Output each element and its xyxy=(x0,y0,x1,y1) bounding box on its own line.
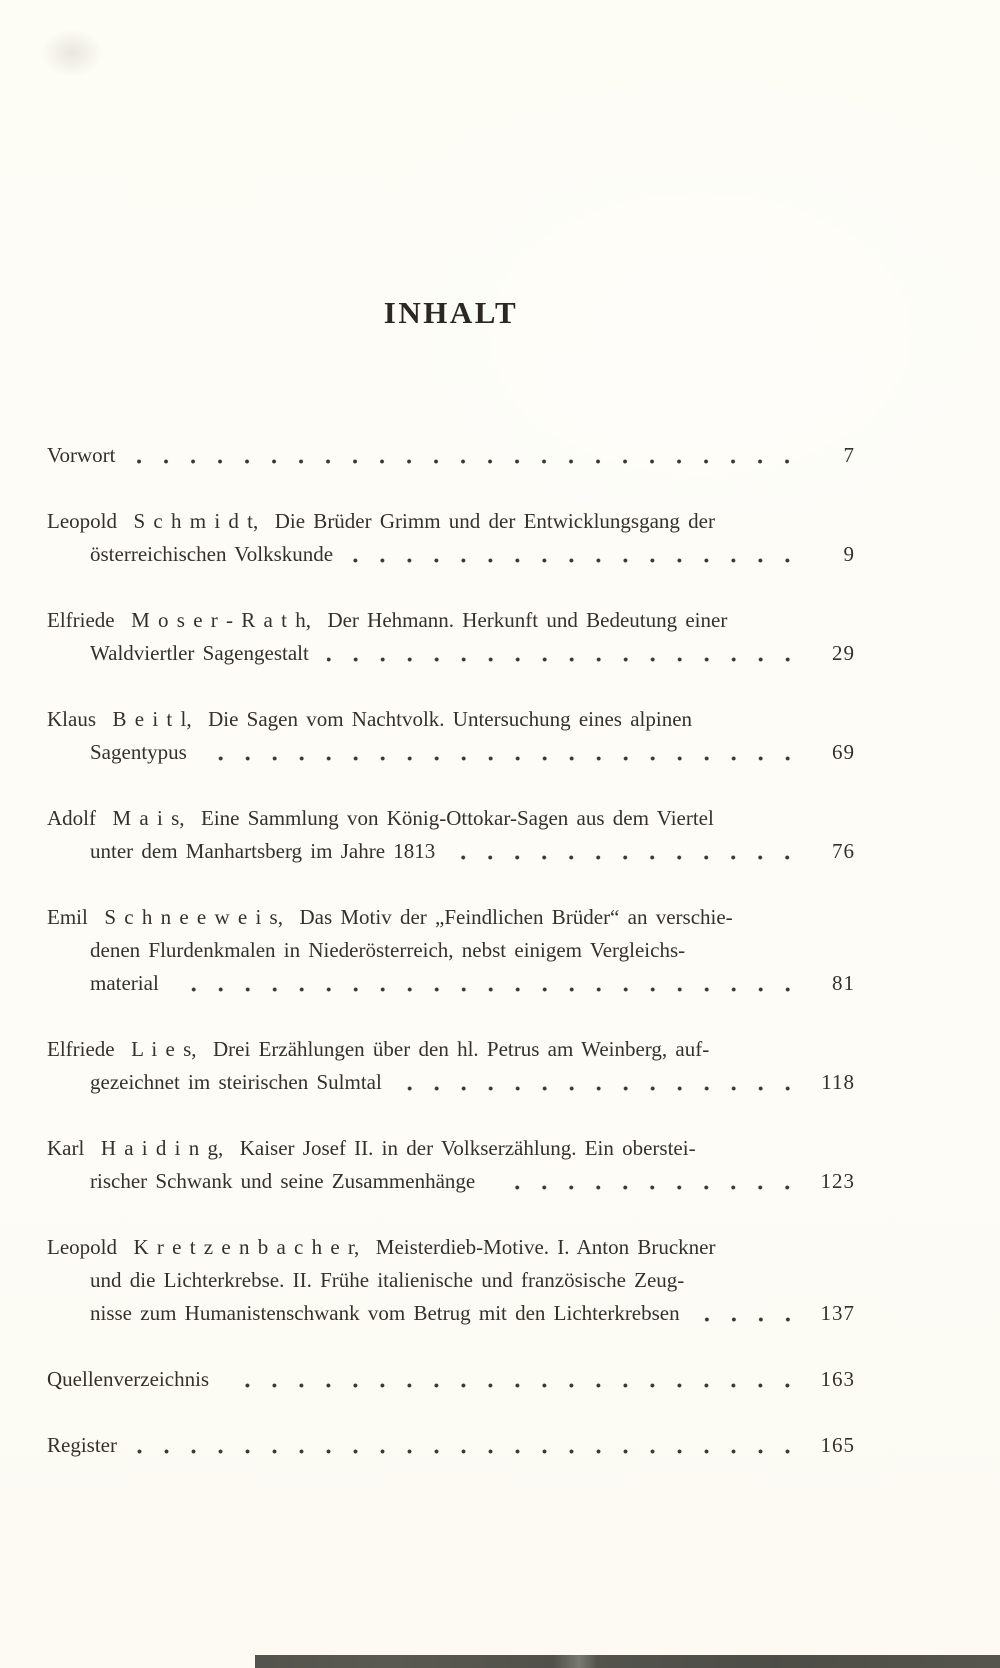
toc-entry-line xyxy=(47,1363,855,1396)
scan-edge-artifact xyxy=(255,1655,1000,1668)
dot-leader xyxy=(135,1445,801,1458)
toc-entry-text: unter dem Manhartsberg im Jahre 1813 xyxy=(90,839,436,863)
toc-entry-line xyxy=(47,604,855,637)
page-number: 118 xyxy=(821,1070,855,1094)
toc-entry-text: österreichischen Volkskunde xyxy=(90,542,334,566)
toc-entry-text: rischer Schwank und seine Zusammenhänge xyxy=(90,1169,476,1193)
page-number: 9 xyxy=(843,542,855,566)
toc-entry-line xyxy=(47,1297,855,1330)
toc-entry-line xyxy=(47,934,855,967)
dot-leader xyxy=(493,1181,801,1194)
toc-entry-line xyxy=(47,736,855,769)
toc-entry xyxy=(47,703,855,769)
toc-entry-text: Waldviertler Sagengestalt xyxy=(90,641,309,665)
toc-entry-line xyxy=(47,439,855,472)
scan-smudge xyxy=(40,28,104,78)
toc-entry-text: denen Flurdenkmalen in Niederösterreich, nebst einigem Vergleichs- xyxy=(90,938,686,962)
page-number: 165 xyxy=(820,1433,855,1457)
dot-leader xyxy=(133,455,801,468)
toc-entry-text: Emil S c h n e e w e i s, Das Motiv der „Feindlichen Brüder“ an verschie- xyxy=(47,905,733,929)
dot-leader xyxy=(227,1379,801,1392)
toc-entry-text: gezeichnet im steirischen Sulmtal xyxy=(90,1070,382,1094)
page-number: 163 xyxy=(820,1367,855,1391)
toc-entry-text: nisse zum Humanistenschwank vom Betrug mit den Lichterkrebsen xyxy=(90,1301,680,1325)
page-number: 29 xyxy=(832,641,855,665)
toc-entry xyxy=(47,439,855,472)
toc-entry-line xyxy=(47,538,855,571)
toc-entry-text: Vorwort xyxy=(47,443,116,467)
toc-entry-line xyxy=(47,1066,855,1099)
toc-entry-line xyxy=(47,505,855,538)
toc-entry-line xyxy=(47,802,855,835)
toc-entry-text: Adolf M a i s, Eine Sammlung von König-Ottokar-Sagen aus dem Viertel xyxy=(47,806,714,830)
page-number: 81 xyxy=(832,971,855,995)
toc-entry-line xyxy=(47,1132,855,1165)
toc-entry xyxy=(47,1033,855,1099)
dot-leader xyxy=(698,1313,801,1326)
dot-leader xyxy=(400,1082,801,1095)
toc-entry-text: Klaus B e i t l, Die Sagen vom Nachtvolk. Untersuchung eines alpinen xyxy=(47,707,693,731)
page-title: INHALT xyxy=(383,295,519,330)
toc-entry xyxy=(47,901,855,1000)
toc-entry xyxy=(47,802,855,868)
page-number: 123 xyxy=(820,1169,855,1193)
toc-entry-text: Elfriede L i e s, Drei Erzählungen über den hl. Petrus am Weinberg, auf- xyxy=(47,1037,710,1061)
toc-entry xyxy=(47,1363,855,1396)
toc-entry-line xyxy=(47,637,855,670)
toc-entry-line xyxy=(47,1429,855,1462)
toc-entry-text: Quellenverzeichnis xyxy=(47,1367,210,1391)
toc-entry-text: material xyxy=(90,971,159,995)
toc-entry-line xyxy=(47,1165,855,1198)
dot-leader xyxy=(453,851,801,864)
toc-entry-line xyxy=(47,835,855,868)
toc-entry xyxy=(47,1132,855,1198)
toc-entry-text: Karl H a i d i n g, Kaiser Josef II. in der Volkserzählung. Ein oberstei- xyxy=(47,1136,696,1160)
toc-entry xyxy=(47,505,855,571)
dot-leader xyxy=(351,554,801,567)
toc-entry-line xyxy=(47,1033,855,1066)
dot-leader xyxy=(177,983,801,996)
toc-entry-line xyxy=(47,703,855,736)
toc-entry-line xyxy=(47,1231,855,1264)
toc-entry-line xyxy=(47,967,855,1000)
toc-list xyxy=(47,439,855,1495)
toc-entry-text: Sagentypus xyxy=(90,740,187,764)
toc-entry-text: Leopold K r e t z e n b a c h e r, Meisterdieb-Motive. I. Anton Bruckner xyxy=(47,1235,716,1259)
toc-entry xyxy=(47,604,855,670)
toc-entry-text: Leopold S c h m i d t, Die Brüder Grimm und der Entwicklungsgang der xyxy=(47,509,715,533)
toc-entry-text: Elfriede M o s e r - R a t h, Der Hehmann. Herkunft und Bedeutung einer xyxy=(47,608,728,632)
page-number: 7 xyxy=(843,443,855,467)
toc-entry-text: und die Lichterkrebse. II. Frühe italienische und französische Zeug- xyxy=(90,1268,685,1292)
page-number: 76 xyxy=(832,839,855,863)
dot-leader xyxy=(327,653,801,666)
toc-entry xyxy=(47,1231,855,1330)
toc-entry-line xyxy=(47,901,855,934)
toc-entry xyxy=(47,1429,855,1462)
toc-entry-line xyxy=(47,1264,855,1297)
page-number: 137 xyxy=(820,1301,855,1325)
dot-leader xyxy=(205,752,801,765)
toc-entry-text: Register xyxy=(47,1433,117,1457)
page-number: 69 xyxy=(832,740,855,764)
